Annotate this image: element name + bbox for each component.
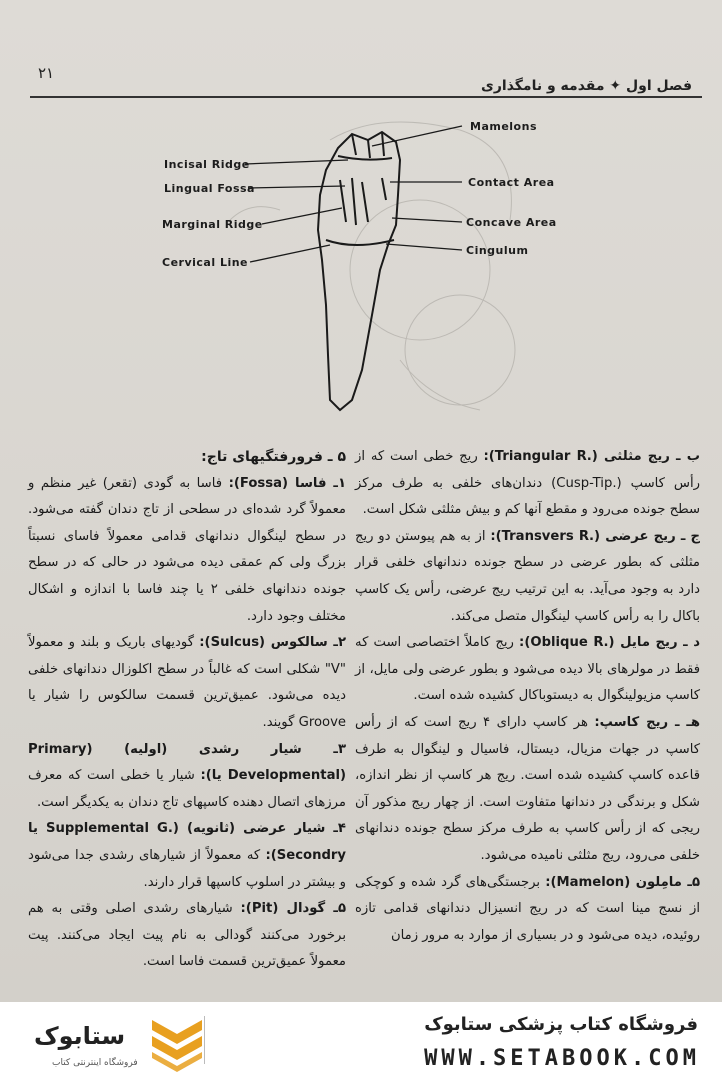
term-text: شیار یا خطی است که معرف مرزهای اتصال دهنده کاسپهای تاج دندان به یکدیگر است. [28,768,346,810]
term-text: از به هم پیوستن دو ریج مثلثی که بطور عرضی در سطح جونده دندانهای خلفی قرار دارد به وجود می‌آید. به این ترتیب ریج عرضی، رأس یک کاسپ باکال را به رأس کاسپ لینگوال متصل می‌کند. [355,528,700,624]
section-heading: ۵ ـ فرورفتگیهای تاج: [201,449,346,465]
paragraph [28,471,346,631]
term-head: ج ـ ریج عرضی (.Transvers R): [490,528,700,544]
store-logo[interactable] [12,1012,272,1072]
shop-name: فروشگاه کتاب پزشکی ستابوک [424,1014,698,1035]
left-text-column [28,444,346,976]
header-rule [30,96,702,98]
paragraph [355,444,700,524]
label-contact-area: Contact Area [468,176,555,189]
term-head: ب ـ ریج مثلثی (.Triangular R): [483,449,700,464]
term-text: فاسا به گودی (تقعر) غیر منظم و معمولاً گرد شده‌ای در سطحی از تاج دندان گفته می‌شود. در سطح لینگوال دندانهای قدامی معمولاً فاسای نسبتاً بزرگ ولی کم عمقی دیده می‌شود در حالی که در سطح جونده دندانهای خلفی ۲ یا چند فاسا با اندازه و اشکال مختلف وجود دارد. [28,475,346,624]
tooth-diagram [0,100,722,430]
term-text: ریج کاملاً اختصاصی است که فقط در مولرهای بالا دیده می‌شود و بطور عرضی ولی مایل، از کاسپ مزیولینگوال به دیستوباکال کشیده شده است. [355,635,700,704]
tooth-outline [318,132,400,410]
logo-subtitle: فروشگاه اینترنتی کتاب [52,1058,138,1068]
label-cingulum: Cingulum [466,244,529,257]
paragraph [28,896,346,976]
paragraph [355,710,700,870]
paragraph [355,630,700,710]
term-head: ۳ـ شیار رشدی (اولیه) (Primary (Developmental یا): [28,741,347,784]
label-incisal-ridge: Incisal Ridge [164,158,250,171]
term-head: ۵ـ مامِلون (Mamelon): [545,874,700,890]
term-text: که معمولاً از شیارهای رشدی جدا می‌شود و بیشتر در اسلوپ کاسپها قرار دارند. [28,847,346,890]
paragraph [355,870,700,950]
paragraph [28,630,346,736]
term-head: ۴ـ شیار عرضی (ثانویه) (.Supplemental G یا Secondry): [28,821,346,863]
term-text: گودیهای باریک و بلند و معمولاً "V" شکلی است که غالباً در سطح اکلوزال دندانهای خلفی دیده می‌شود. عمیق‌ترین قسمت سالکوس را شیار یا Groove گویند. [28,635,346,730]
term-head: هـ ـ ریج کاسپ: [594,714,700,730]
paragraph [28,816,346,896]
paragraph [28,737,346,817]
term-text: هر کاسپ دارای ۴ ریج است که از رأس کاسپ در جهات مزیال، دیستال، فاسیال و لینگوال به طرف قاعده کاسپ کشیده شده است. ریج هر کاسپ از نظر اندازه، شکل و برندگی در دندانها متفاوت است. از چهار ریج مذکور آن ریجی که از رأس کاسپ به طرف مرکز سطح جونده دندانهای خلفی می‌رود، ریج مثلثی نامیده می‌شود. [355,714,700,863]
label-mamelons: Mamelons [470,120,537,133]
paragraph [355,524,700,630]
term-head: ۱ـ فاسا (Fossa): [228,475,346,491]
label-marginal-ridge: Marginal Ridge [162,218,263,231]
term-head: ۲ـ سالکوس (Sulcus): [199,635,346,651]
logo-wordmark: ستابوک [34,1022,126,1050]
term-text: ریج خطی است که از رأس کاسپ (.Cusp-Tip) دندان‌های خلفی به طرف مرکز سطح جونده می‌رود و مقطع آنها کم و بیش مثلثی شکل است. [355,449,700,518]
chapter-title: فصل اول ✦ مقدمه و نامگذاری [481,78,692,94]
background-sketch [230,122,515,410]
footer-divider [204,1016,205,1064]
label-lingual-fossa: Lingual Fossa [164,182,255,195]
chevron-logo-icon [142,1012,212,1072]
right-text-column [355,444,700,949]
term-text: برجستگی‌های گرد شده و کوچکی از نسج مینا است که در ریج انسیزال دندانهای قدامی تازه روئیده، دیده می‌شود و در بسیاری از موارد به مرور زمان [355,874,700,943]
term-head: ۵ـ گودال (Pit): [240,901,346,917]
term-text: شیارهای رشدی اصلی وقتی به هم برخورد می‌کنند گودالی به نام پیت ایجاد می‌کنند. پیت معمولاً عمیق‌ترین قسمت فاسا است. [28,901,346,970]
page-number: ۲۱ [38,64,55,82]
term-head: د ـ ریج مایل (.Oblique R): [519,635,700,651]
label-concave-area: Concave Area [466,216,557,229]
store-footer [0,1002,722,1080]
shop-url-link[interactable]: WWW.SETABOOK.COM [424,1046,700,1071]
label-cervical-line: Cervical Line [162,256,249,269]
